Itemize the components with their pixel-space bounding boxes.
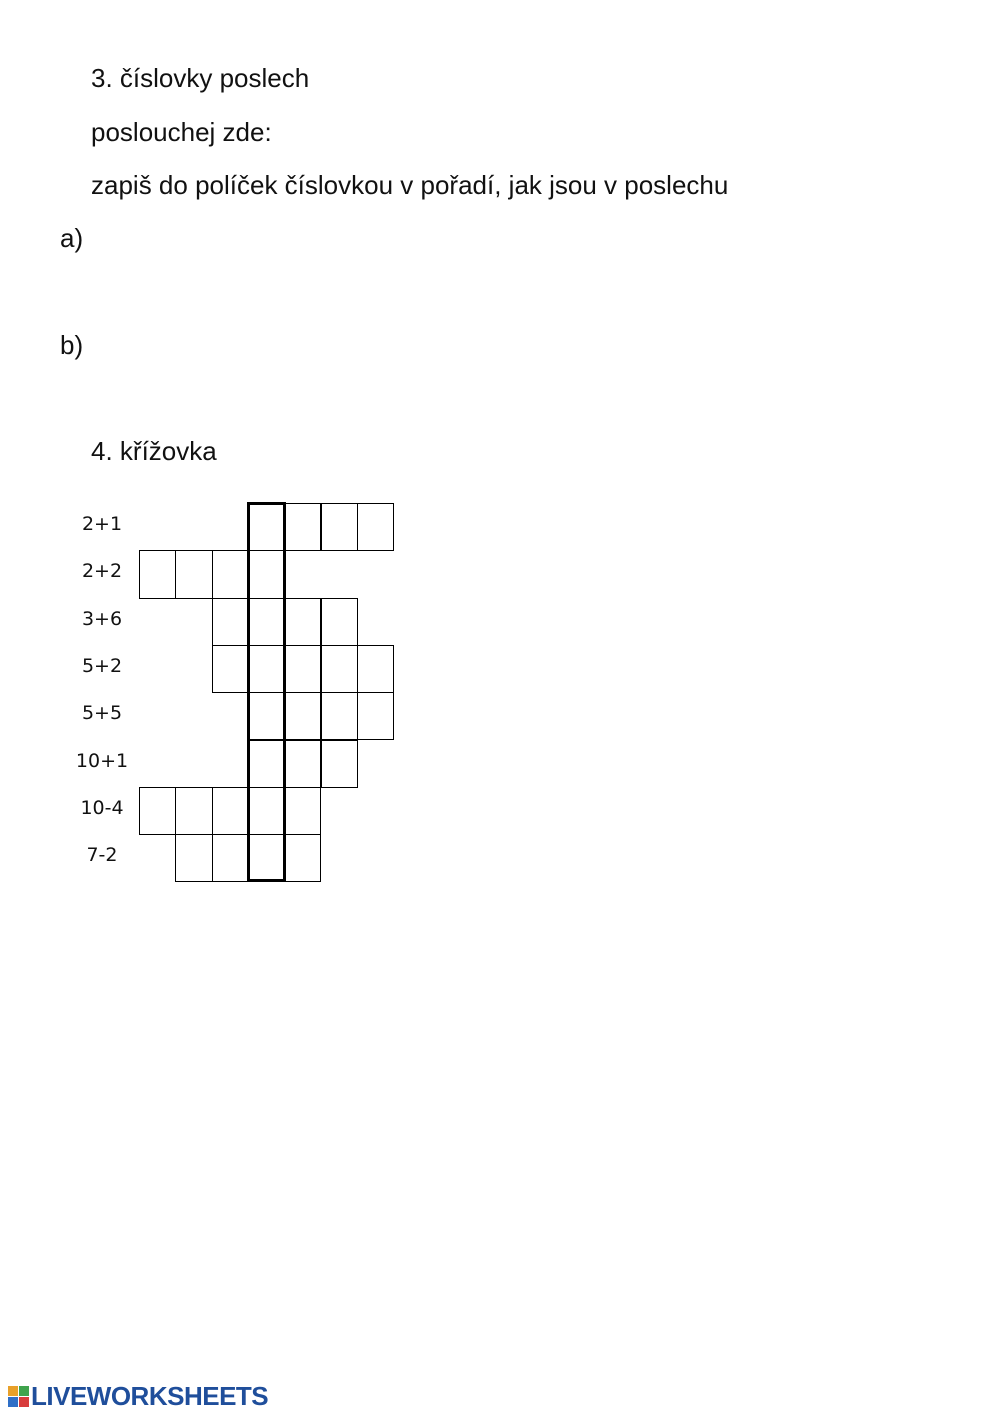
crossword-cell[interactable] (284, 503, 321, 551)
crossword-cell[interactable] (357, 692, 394, 740)
item-a-label: a) (60, 223, 84, 253)
crossword-clue: 2+2 (81, 560, 123, 583)
crossword-clue: 10-4 (80, 796, 124, 819)
crossword-cell[interactable] (139, 787, 176, 835)
task3-title: 3. číslovky poslech (91, 63, 310, 93)
crossword-cell[interactable] (284, 787, 321, 835)
crossword-clue: 7-2 (86, 844, 118, 867)
crossword-cell[interactable] (248, 834, 285, 882)
crossword-cell[interactable] (175, 834, 212, 882)
crossword-cell[interactable] (248, 692, 285, 740)
crossword-clue: 2+1 (81, 513, 123, 535)
crossword-cell[interactable] (284, 645, 321, 693)
crossword-cell[interactable] (212, 550, 249, 598)
crossword-cell[interactable] (284, 598, 321, 646)
logo-block (8, 1397, 18, 1407)
crossword-cell[interactable] (212, 834, 249, 882)
item-b-label: b) (60, 330, 84, 360)
crossword-clue: 10+1 (75, 749, 129, 772)
crossword-cell[interactable] (248, 503, 285, 551)
crossword-cell[interactable] (248, 787, 285, 835)
crossword-cell[interactable] (321, 645, 358, 693)
task4-title: 4. křížovka (91, 436, 217, 466)
crossword-clue: 3+6 (81, 607, 123, 630)
crossword-cell[interactable] (321, 740, 358, 788)
crossword-cell[interactable] (175, 787, 212, 835)
crossword-cell[interactable] (212, 787, 249, 835)
crossword-cell[interactable] (175, 550, 212, 598)
logo-text: LIVEWORKSHEETS (31, 1380, 269, 1411)
crossword-cell[interactable] (248, 598, 285, 646)
crossword-cell[interactable] (284, 740, 321, 788)
logo-block (19, 1397, 29, 1407)
task3-instruction: zapiš do políček číslovkou v pořadí, jak jsou v poslechu (91, 170, 729, 200)
listen-label: poslouchej zde: (91, 117, 272, 147)
logo-block (19, 1386, 29, 1396)
crossword-cell[interactable] (321, 503, 358, 551)
crossword-cell[interactable] (357, 503, 394, 551)
crossword-cell[interactable] (284, 834, 321, 882)
crossword-cell[interactable] (139, 550, 176, 598)
crossword-cell[interactable] (212, 645, 249, 693)
crossword-cell[interactable] (357, 645, 394, 693)
crossword-cell[interactable] (321, 598, 358, 646)
crossword-cell[interactable] (248, 740, 285, 788)
crossword-cell[interactable] (248, 550, 285, 598)
crossword-clue: 5+2 (81, 654, 123, 677)
logo-blocks-icon (8, 1386, 29, 1407)
crossword-cell[interactable] (284, 692, 321, 740)
liveworksheets-logo (8, 1381, 268, 1411)
crossword-cell[interactable] (212, 598, 249, 646)
crossword-grid (0, 0, 420, 900)
crossword-cell[interactable] (321, 692, 358, 740)
crossword-clue: 5+5 (81, 702, 123, 725)
crossword-cell[interactable] (248, 645, 285, 693)
logo-block (8, 1386, 18, 1396)
